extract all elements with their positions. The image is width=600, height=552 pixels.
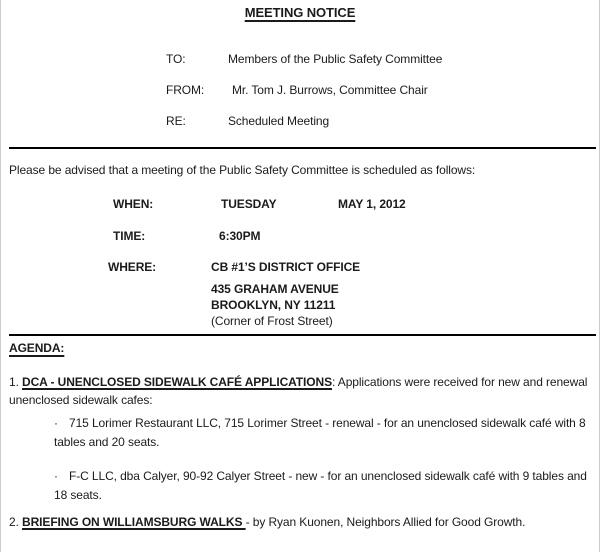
re-value: Scheduled Meeting [228, 114, 330, 128]
agenda-heading-text: AGENDA: [9, 341, 65, 355]
horizontal-rule-agenda [9, 334, 596, 336]
memo-from-row [166, 83, 428, 97]
schedule-time-row [113, 229, 260, 243]
agenda-heading [9, 341, 64, 355]
document-title-text: MEETING NOTICE [244, 5, 356, 20]
memo-re-row [166, 114, 329, 128]
document-title [1, 5, 599, 20]
from-value: Mr. Tom J. Burrows, Committee Chair [232, 83, 428, 97]
agenda-item-1-rest: : Applications were received for new and renewal unenclosed sidewalk cafes: [9, 375, 588, 407]
to-label: TO: [166, 52, 186, 66]
where-line2: 435 GRAHAM AVENUE [211, 282, 339, 296]
schedule-where-row [108, 260, 360, 274]
where-note: (Corner of Frost Street) [211, 314, 333, 328]
memo-to-row [166, 52, 442, 66]
re-label: RE: [166, 114, 186, 128]
time-value: 6:30PM [219, 229, 261, 243]
agenda-bullet-2 [54, 467, 595, 505]
where-line1: CB #1’S DISTRICT OFFICE [211, 260, 361, 274]
agenda-bullet-1-text: 715 Lorimer Restaurant LLC, 715 Lorimer Street - renewal - for an unenclosed sidewalk café with 8 tables and 20 seats. [54, 416, 586, 449]
when-day: TUESDAY [221, 197, 277, 211]
agenda-bullet-1 [54, 414, 595, 452]
agenda-bullet-2-text: F-C LLC, dba Calyer, 90-92 Calyer Street - new - for an unenclosed sidewalk café with 9 tables and 18 seats. [54, 469, 587, 502]
bullet-marker: · [54, 416, 58, 430]
agenda-item-1-title: DCA - UNENCLOSED SIDEWALK CAFÉ APPLICATIONS [22, 375, 332, 389]
to-value: Members of the Public Safety Committee [228, 52, 443, 66]
schedule-when-row [113, 197, 406, 211]
agenda-item-2-number: 2. [9, 515, 23, 529]
from-label: FROM: [166, 83, 205, 97]
agenda-item-1 [9, 373, 593, 409]
agenda-item-1-number: 1. [9, 375, 23, 389]
horizontal-rule-top [9, 147, 596, 149]
time-label: TIME: [113, 229, 146, 243]
where-label: WHERE: [108, 260, 157, 274]
agenda-item-2-rest: - by Ryan Kuonen, Neighbors Allied for Good Growth. [245, 515, 526, 529]
when-date: MAY 1, 2012 [338, 197, 406, 211]
bullet-marker: · [54, 469, 58, 483]
agenda-item-2 [9, 513, 593, 531]
agenda-item-2-title: BRIEFING ON WILLIAMSBURG WALKS [22, 515, 246, 529]
where-line3: BROOKLYN, NY 11211 [211, 298, 336, 312]
when-label: WHEN: [113, 197, 154, 211]
intro-paragraph: Please be advised that a meeting of the Public Safety Committee is scheduled as follows: [9, 163, 476, 177]
